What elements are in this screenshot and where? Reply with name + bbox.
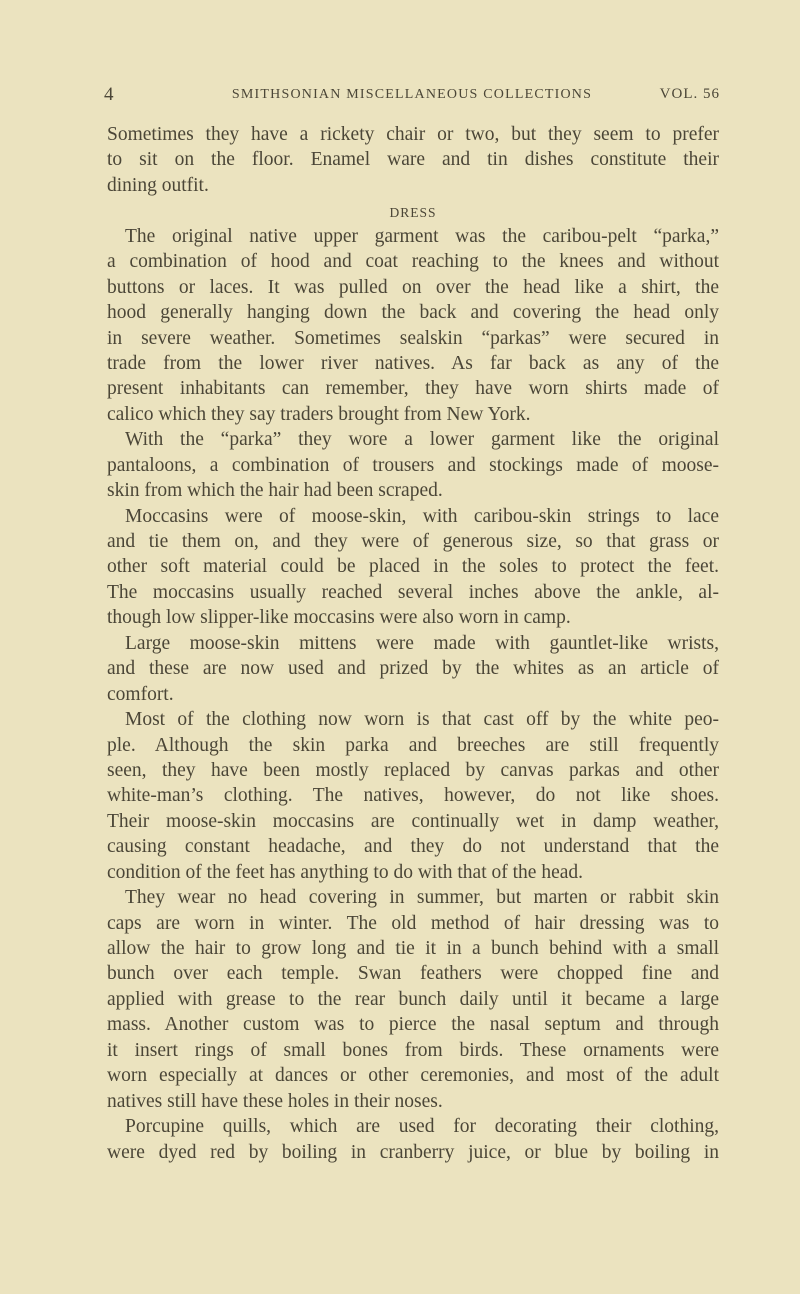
text-line: though low slipper-like moccasins were also worn in camp. — [107, 607, 571, 629]
text-line: seen, they have been mostly replaced by canvas parkas and other — [107, 759, 719, 781]
text-line: worn especially at dances or other ceremonies, and most of the adult — [107, 1065, 719, 1087]
volume-label: VOL. 56 — [659, 86, 720, 102]
text-line: bunch over each temple. Swan feathers were chopped fine and — [107, 963, 719, 985]
text-line: allow the hair to grow long and tie it in a bunch behind with a small — [107, 938, 719, 959]
text-line: The moccasins usually reached several inches above the ankle, al- — [107, 581, 719, 603]
paragraph — [107, 427, 719, 503]
text-line: applied with grease to the rear bunch daily until it became a large — [107, 988, 719, 1010]
section-heading: DRESS — [389, 205, 437, 221]
text-line: ple. Although the skin parka and breeches are still frequently — [107, 734, 719, 756]
paragraph — [107, 224, 719, 428]
text-line: Porcupine quills, which are used for decorating their clothing, — [125, 1116, 719, 1138]
text-line: a combination of hood and coat reaching to the knees and without — [107, 251, 719, 273]
text-line: dining outfit. — [107, 174, 209, 196]
text-line: it insert rings of small bones from birds. These ornaments were — [107, 1039, 719, 1061]
text-line: other soft material could be placed in the soles to protect the feet. — [107, 556, 719, 578]
text-line: With the “parka” they wore a lower garment like the original — [125, 429, 719, 451]
paragraph — [107, 1114, 719, 1165]
text-line: comfort. — [107, 683, 174, 705]
text-line: hood generally hanging down the back and covering the head only — [107, 302, 719, 324]
page-body — [107, 122, 719, 1165]
text-line: They wear no head covering in summer, but marten or rabbit skin — [125, 887, 719, 909]
text-line: condition of the feet has anything to do with that of the head. — [107, 861, 584, 883]
text-line: white-man’s clothing. The natives, however, do not like shoes. — [107, 785, 719, 807]
text-line: were dyed red by boiling in cranberry juice, or blue by boiling in — [107, 1141, 719, 1163]
text-line: causing constant headache, and they do not understand that the — [107, 836, 719, 858]
text-line: and these are now used and prized by the whites as an article of — [107, 658, 719, 680]
text-line: Most of the clothing now worn is that cast off by the white peo- — [125, 709, 719, 731]
text-line: caps are worn in winter. The old method of hair dressing was to — [107, 912, 719, 934]
text-line: Their moose-skin moccasins are continually wet in damp weather, — [107, 810, 719, 832]
text-line: buttons or laces. It was pulled on over the head like a shirt, the — [107, 276, 719, 298]
running-title: SMITHSONIAN MISCELLANEOUS COLLECTIONS — [231, 87, 593, 102]
text-line: present inhabitants can remember, they have worn shirts made of — [107, 378, 719, 400]
text-line: to sit on the floor. Enamel ware and tin dishes constitute their — [107, 149, 719, 171]
page-number: 4 — [104, 84, 114, 105]
paragraph — [107, 885, 719, 1114]
running-header — [104, 84, 720, 110]
text-line: Sometimes they have a rickety chair or two, but they seem to prefer — [107, 124, 719, 145]
paragraph — [107, 707, 719, 885]
paragraph — [107, 631, 719, 707]
text-line: skin from which the hair had been scraped. — [107, 480, 443, 502]
text-line: pantaloons, a combination of trousers and stockings made of moose- — [107, 454, 719, 476]
text-line: calico which they say traders brought from New York. — [107, 403, 531, 425]
text-line: trade from the lower river natives. As far back as any of the — [107, 352, 719, 374]
text-line: mass. Another custom was to pierce the nasal septum and through — [107, 1014, 719, 1036]
paragraph — [107, 504, 719, 631]
text-line: Moccasins were of moose-skin, with caribou-skin strings to lace — [125, 505, 719, 527]
text-line: natives still have these holes in their noses. — [107, 1090, 443, 1112]
text-line: and tie them on, and they were of generous size, so that grass or — [107, 531, 719, 552]
text-line: in severe weather. Sometimes sealskin “parkas” were secured in — [107, 327, 719, 349]
paragraph — [107, 122, 719, 198]
text-line: The original native upper garment was the caribou-pelt “parka,” — [125, 225, 719, 247]
text-line: Large moose-skin mittens were made with gauntlet-like wrists, — [125, 632, 719, 654]
